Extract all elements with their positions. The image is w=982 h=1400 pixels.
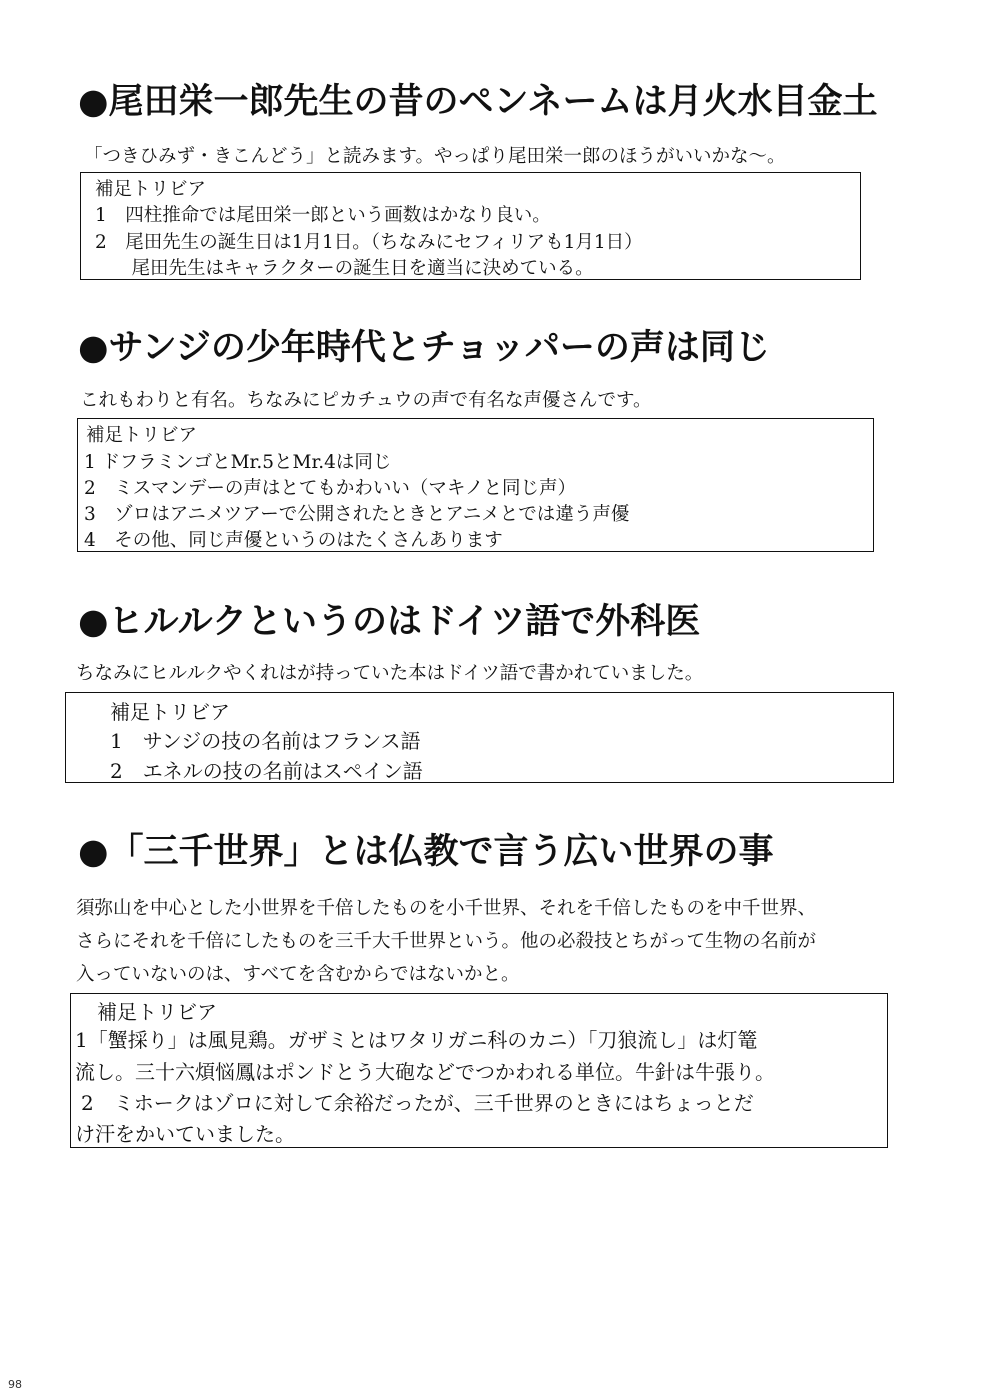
trivia-item: 2 ミスマンデーの声はとてもかわいい（マキノと同じ声） — [84, 478, 577, 499]
trivia-item: 1 サンジの技の名前はフランス語 — [110, 729, 421, 753]
trivia-box-title: 補足トリビア — [97, 1000, 217, 1024]
trivia-item: 2 エネルの技の名前はスペイン語 — [110, 759, 423, 783]
trivia-item: 4 その他、同じ声優というのはたくさんあります — [84, 530, 503, 551]
trivia-item: 2 ミホークはゾロに対して余裕だったが、三千世界のときにはちょっとだ — [81, 1091, 754, 1115]
body-paragraph: 入っていないのは、すべてを含むからではないかと。 — [76, 964, 520, 985]
trivia-item: 流し。三十六煩悩鳳はポンドとう大砲などでつかわれる単位。牛針は牛張り。 — [75, 1060, 775, 1084]
trivia-item: 3 ゾロはアニメツアーで公開されたときとアニメとでは違う声優 — [84, 504, 630, 525]
trivia-box-title: 補足トリビア — [110, 700, 230, 724]
page-number: 98 — [8, 1378, 22, 1391]
trivia-item: 1 四柱推命では尾田栄一郎という画数はかなり良い。 — [95, 205, 551, 226]
section-heading: ●サンジの少年時代とチョッパーの声は同じ — [78, 328, 770, 368]
trivia-box — [80, 172, 861, 280]
body-paragraph: 「つきひみず・きこんどう」と読みます。やっぱり尾田栄一郎のほうがいいかな～。 — [84, 146, 786, 167]
trivia-box — [77, 418, 874, 552]
body-paragraph: 須弥山を中心とした小世界を千倍したものを小千世界、それを千倍したものを中千世界、 — [76, 898, 817, 919]
trivia-item: 2 尾田先生の誕生日は1月1日。（ちなみにセフィリアも1月1日） — [95, 232, 643, 253]
section-heading: ●「三千世界」とは仏教で言う広い世界の事 — [78, 832, 774, 872]
trivia-box — [65, 692, 894, 783]
trivia-item: 尾田先生はキャラクターの誕生日を適当に決めている。 — [113, 258, 594, 279]
body-paragraph: ちなみにヒルルクやくれはが持っていた本はドイツ語で書かれていました。 — [76, 663, 704, 684]
section-heading: ●尾田栄一郎先生の昔のペンネームは月火水目金土 — [78, 82, 878, 122]
trivia-box — [70, 993, 888, 1148]
trivia-box-title: 補足トリビア — [86, 425, 198, 446]
body-paragraph: これもわりと有名。ちなみにピカチュウの声で有名な声優さんです。 — [80, 390, 652, 411]
trivia-item: け汗をかいていました。 — [75, 1122, 295, 1146]
trivia-item: 1 ドフラミンゴとMr.5とMr.4は同じ — [84, 452, 392, 473]
trivia-item: 1「蟹採り」は風見鶏。ガザミとはワタリガニ科のカニ）「刀狼流し」は灯篭 — [75, 1028, 758, 1052]
section-heading: ●ヒルルクというのはドイツ語で外科医 — [78, 602, 701, 642]
body-paragraph: さらにそれを千倍にしたものを三千大千世界という。他の必殺技とちがって生物の名前が — [76, 931, 817, 952]
trivia-box-title: 補足トリビア — [95, 179, 207, 200]
